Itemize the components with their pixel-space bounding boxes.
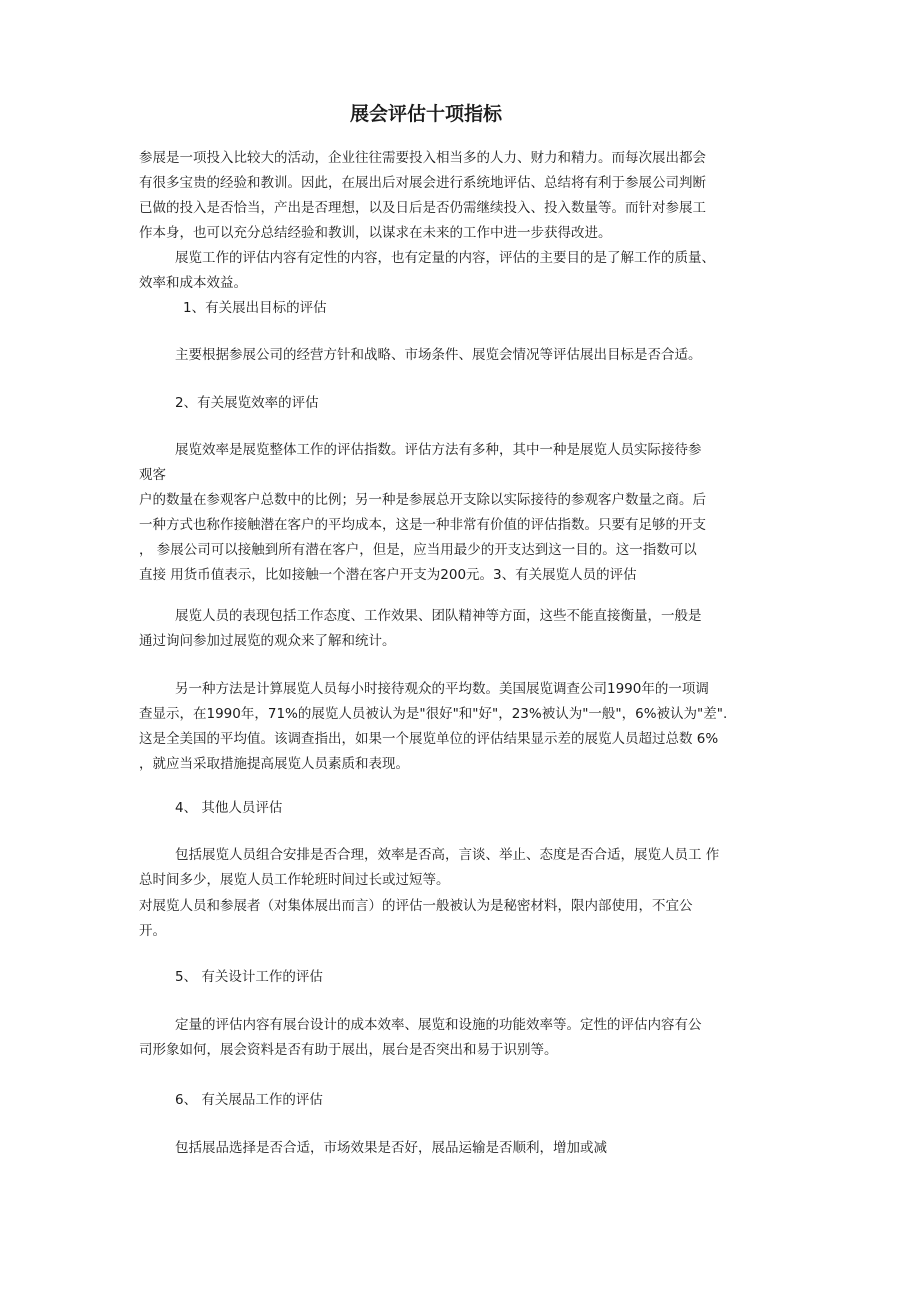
body-line: 包括展览人员组合安排是否合理，效率是否高，言谈、举止、态度是否合适，展览人员工 作 bbox=[175, 847, 720, 863]
body-line: 这是全美国的平均值。该调查指出，如果一个展览单位的评估结果显示差的展览人员超过总数 6% bbox=[139, 731, 719, 747]
body-line: 另一种方法是计算展览人员每小时接待观众的平均数。美国展览调查公司1990年的一项调 bbox=[175, 681, 709, 697]
body-line: 有很多宝贵的经验和教训。因此，在展出后对展会进行系统地评估、总结将有利于参展公司判断 bbox=[139, 175, 706, 191]
body-line: 包括展品选择是否合适，市场效果是否好，展品运输是否顺利，增加或减 bbox=[175, 1140, 607, 1156]
body-line: 观客 bbox=[139, 467, 166, 483]
body-line: 直接 用货币值表示，比如接触一个潜在客户开支为200元。3、有关展览人员的评估 bbox=[139, 567, 637, 583]
body-line: 2、有关展览效率的评估 bbox=[175, 395, 319, 411]
body-line: 1、有关展出目标的评估 bbox=[183, 300, 327, 316]
body-line: 开。 bbox=[139, 923, 166, 939]
body-line: 已做的投入是否恰当，产出是否理想，以及日后是否仍需继续投入、投入数量等。而针对参展工 bbox=[139, 200, 706, 216]
body-line: 展览效率是展览整体工作的评估指数。评估方法有多种，其中一种是展览人员实际接待参 bbox=[175, 442, 702, 458]
body-line: 定量的评估内容有展台设计的成本效率、展览和设施的功能效率等。定性的评估内容有公 bbox=[175, 1017, 702, 1033]
body-line: 司形象如何，展会资料是否有助于展出，展台是否突出和易于识别等。 bbox=[139, 1042, 558, 1058]
body-line: ， 参展公司可以接触到所有潜在客户，但是，应当用最少的开支达到这一目的。这一指数可以 bbox=[139, 542, 697, 558]
body-line: 通过询问参加过展览的观众来了解和统计。 bbox=[139, 633, 396, 649]
body-line: 总时间多少，展览人员工作轮班时间过长或过短等。 bbox=[139, 872, 450, 888]
body-line: 6、 有关展品工作的评估 bbox=[175, 1092, 323, 1108]
body-line: ，就应当采取措施提高展览人员素质和表现。 bbox=[139, 756, 409, 772]
body-line: 展览人员的表现包括工作态度、工作效果、团队精神等方面，这些不能直接衡量，一般是 bbox=[175, 608, 702, 624]
body-line: 一种方式也称作接触潜在客户的平均成本，这是一种非常有价值的评估指数。只要有足够的开支 bbox=[139, 517, 706, 533]
body-line: 主要根据参展公司的经营方针和战略、市场条件、展览会情况等评估展出目标是否合适。 bbox=[175, 347, 702, 363]
body-line: 作本身，也可以充分总结经验和教训，以谋求在未来的工作中进一步获得改进。 bbox=[139, 225, 612, 241]
body-line: 展览工作的评估内容有定性的内容，也有定量的内容，评估的主要目的是了解工作的质量、 bbox=[175, 250, 715, 266]
body-line: 4、 其他人员评估 bbox=[175, 800, 283, 816]
body-line: 对展览人员和参展者（对集体展出而言）的评估一般被认为是秘密材料，限内部使用，不宜公 bbox=[139, 898, 693, 914]
document-title: 展会评估十项指标 bbox=[349, 103, 502, 125]
body-line: 效率和成本效益。 bbox=[139, 275, 247, 291]
body-line: 查显示，在1990年，71%的展览人员被认为是"很好"和"好"，23%被认为"一般"，6%被认为"差". bbox=[139, 706, 728, 722]
body-line: 5、 有关设计工作的评估 bbox=[175, 969, 323, 985]
body-line: 户的数量在参观客户总数中的比例；另一种是参展总开支除以实际接待的参观客户数量之商。后 bbox=[139, 492, 706, 508]
body-line: 参展是一项投入比较大的活动，企业往往需要投入相当多的人力、财力和精力。而每次展出都会 bbox=[139, 150, 706, 166]
